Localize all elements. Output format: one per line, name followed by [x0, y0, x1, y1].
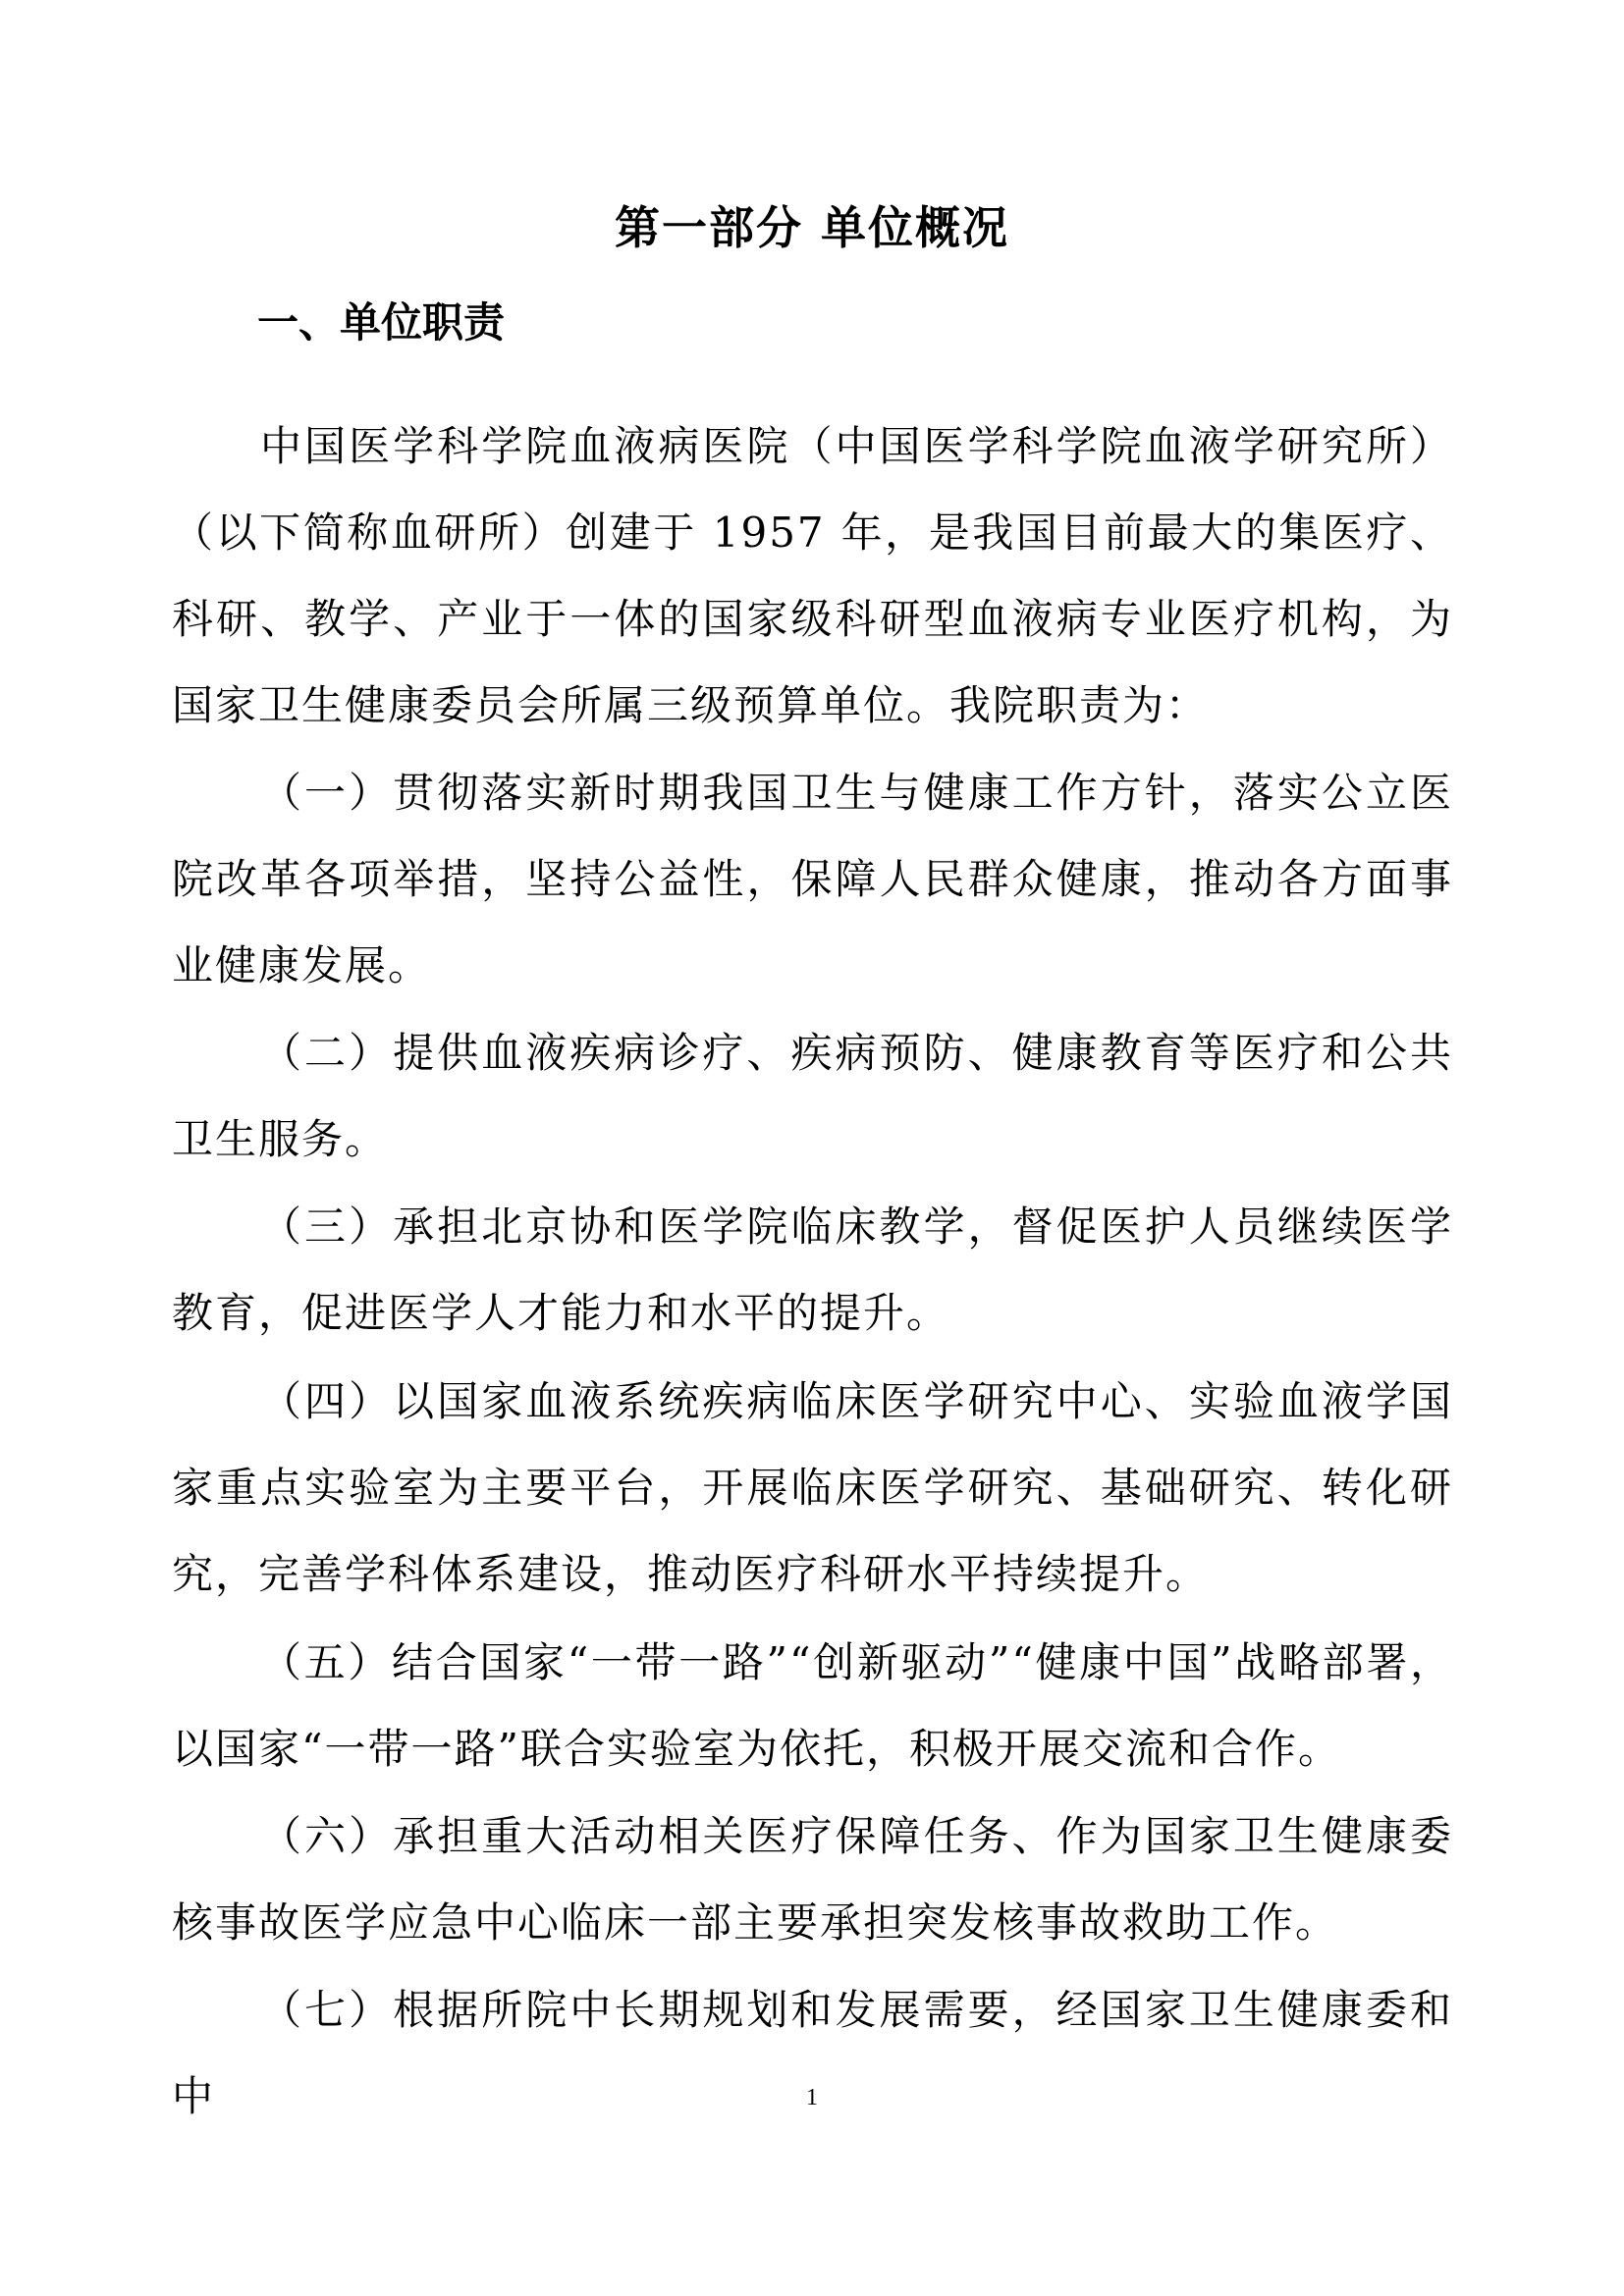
paragraph-duty-2: （二）提供血液疾病诊疗、疾病预防、健康教育等医疗和公共卫生服务。	[172, 1029, 1453, 1163]
paragraph-duty-4: （四）以国家血液系统疾病临床医学研究中心、实验血液学国家重点实验室为主要平台，开展临床医学研究、基础研究、转化研究，完善学科体系建设，推动医疗科研水平持续提升。	[172, 1377, 1453, 1598]
paragraph-intro: 中国医学科学院血液病医院（中国医学科学院血液学研究所）（以下简称血研所）创建于 1957 年，是我国目前最大的集医疗、科研、教学、产业于一体的国家级科研型血液病专业医疗机构，为国家卫生健康委员会所属三级预算单位。我院职责为：	[172, 422, 1453, 729]
paragraph-duty-7: （七）根据所院中长期规划和发展需要，经国家卫生健康委和中	[172, 1986, 1453, 2120]
paragraph-duty-5: （五）结合国家“一带一路”“创新驱动”“健康中国”战略部署，以国家“一带一路”联合实验室为依托，积极开展交流和合作。	[172, 1638, 1453, 1773]
section-heading: 一、单位职责	[257, 298, 506, 347]
paragraph-duty-6: （六）承担重大活动相关医疗保障任务、作为国家卫生健康委核事故医学应急中心临床一部主要承担突发核事故救助工作。	[172, 1812, 1453, 1947]
page-number: 1	[806, 2085, 818, 2110]
page-title: 第一部分 单位概况	[614, 201, 1009, 254]
paragraph-duty-1: （一）贯彻落实新时期我国卫生与健康工作方针，落实公立医院改革各项举措，坚持公益性，保障人民群众健康，推动各方面事业健康发展。	[172, 769, 1453, 989]
paragraph-duty-3: （三）承担北京协和医学院临床教学，督促医护人员继续医学教育，促进医学人才能力和水平的提升。	[172, 1202, 1453, 1337]
